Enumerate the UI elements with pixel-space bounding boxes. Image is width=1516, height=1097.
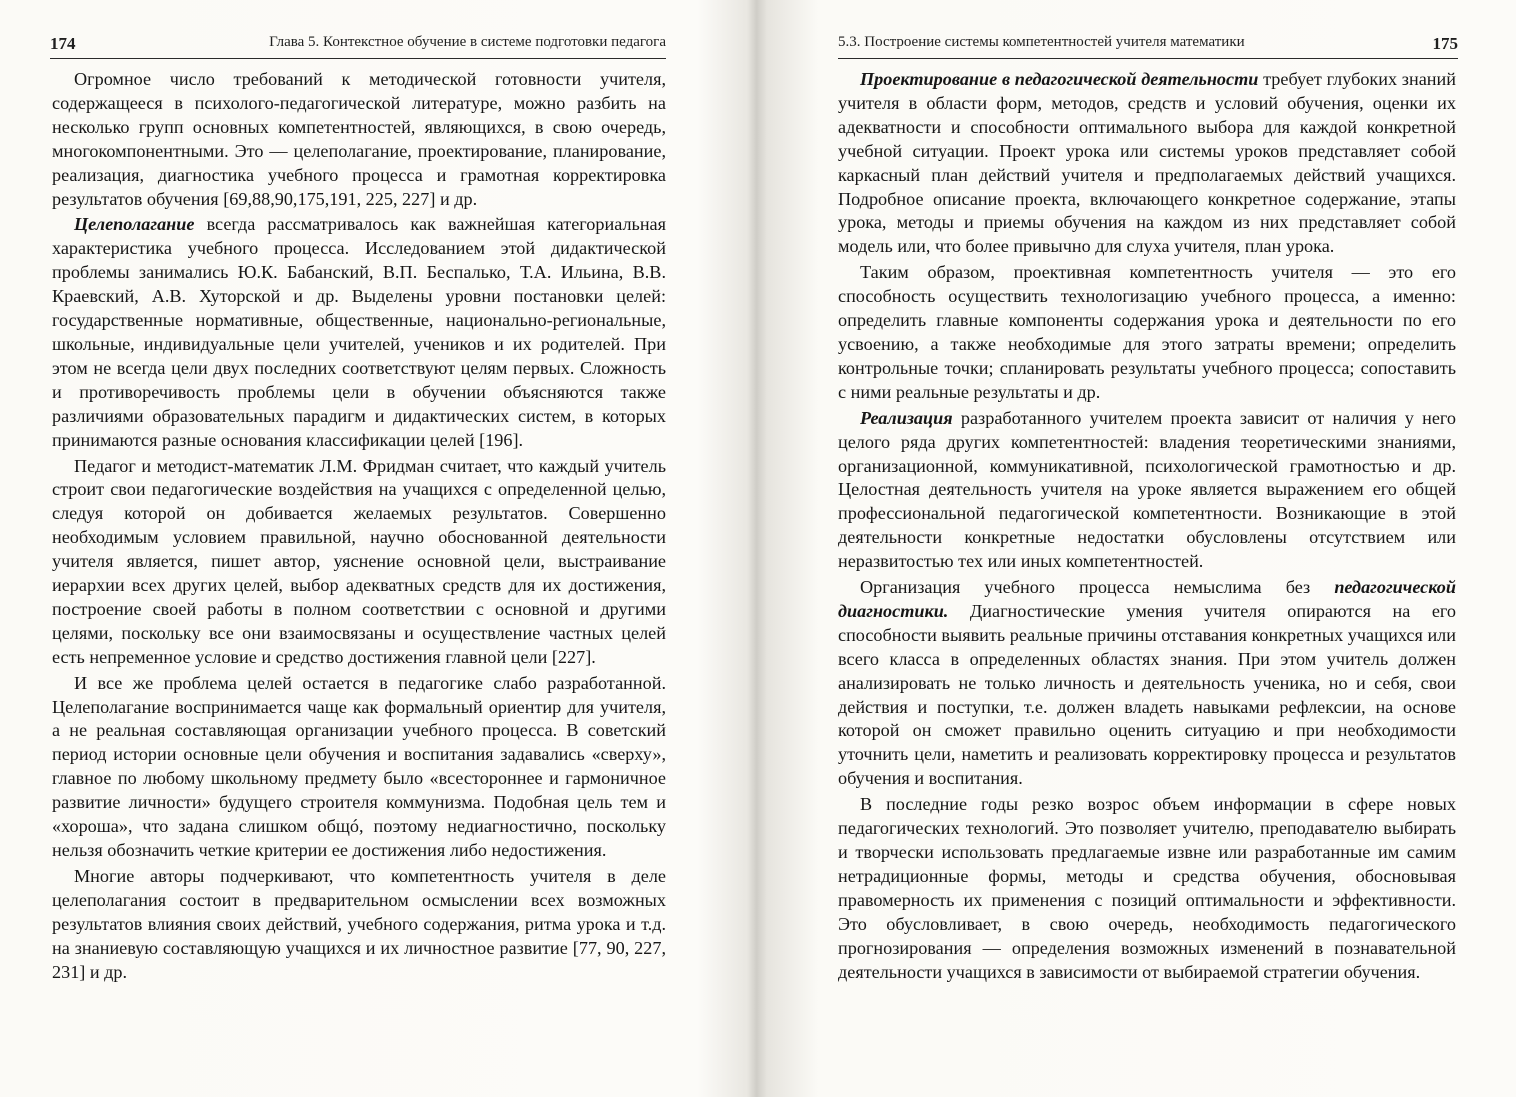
left-page-body (52, 68, 666, 986)
running-head: Глава 5. Контекстное обучение в системе подготовки педагога (269, 34, 666, 50)
paragraph: Реализация разработанного учителем проекта зависит от наличия у него целого ряда других компетентностей: владения теоретическими знаниями, организационной, коммуникативной, психологической грамотностью и др. Целостная деятельность учителя на уроке является выражением его общей профессиональной педагогической компетентности. Возникающие в этой деятельности конкретные недостатки обусловлены отсутствием или неразвитостью тех или иных компетентностей. (838, 407, 1456, 572)
right-page (758, 0, 1516, 1097)
paragraph: Проектирование в педагогической деятельности требует глубоких знаний учителя в области форм, методов, средств и условий обучения, оценки их адекватности и способности оптимального выбора для каждой конкретной учебной ситуации. Проект урока или системы уроков представляет собой каркасный план действий учителя и предполагаемых действий учащихся. Подробное описание проекта, включающего конкретное содержание, этапы урока, методы и приемы обучения на каждом из них представляет собой модель или, что более привычно для слуха учителя, план урока. (838, 69, 1456, 257)
header-rule (838, 58, 1458, 59)
page-number: 174 (50, 34, 76, 53)
paragraph: Многие авторы подчеркивают, что компетентность учителя в деле целеполагания состоит в предварительном осмыслении всех возможных результатов влияния своих действий, учебного содержания, ритма урока и т.д. на знаниевую составляющую учащихся и их личностное развитие [77, 90, 227, 231] и др. (52, 865, 666, 982)
paragraph: Педагог и методист-математик Л.М. Фридман считает, что каждый учитель строит свои педагогические воздействия на учащихся с определенной целью, следуя которой он добивается желаемых результатов. Совершенно необходимым условием правильной, научно обоснованной деятельности учителя является, пишет автор, уяснение основной цели, выстраивание иерархии всех других целей, выбор адекватных средств для их достижения, построение своей работы в полном соответствии с основной и другими целями, поскольку все они взаимосвязаны и осуществление частных целей есть непременное условие и средство достижения главной цели [227]. (52, 455, 666, 667)
running-head: 5.3. Построение системы компетентностей учителя математики (838, 34, 1245, 50)
emphasis-term: Целеполагание (74, 214, 195, 235)
paragraph: Целеполагание всегда рассматривалось как важнейшая категориальная характеристика учебного процесса. Исследованием этой дидактической проблемы занимались Ю.К. Бабанский, В.П. Беспалько, Т.А. Ильина, В.В. Краевский, А.В. Хуторской и др. Выделены уровни постановки целей: государственные нормативные, общественные, национально-региональные, школьные, индивидуальные цели учителей, учеников и их родителей. При этом не всегда цели двух последних соответствуют целям первых. Сложность и противоречивость проблемы цели в обучении объясняются также различиями образовательных парадигм и дидактических систем, в которых принимаются разные основания классификации целей [196]. (52, 214, 666, 450)
header-rule (50, 58, 666, 59)
emphasis-term: педагогической диагностики. (838, 577, 1456, 621)
right-page-body (838, 68, 1456, 986)
paragraph: И все же проблема целей остается в педагогике слабо разработанной. Целеполагание воспринимается чаще как формальный ориентир для учителя, а не реальная составляющая организации учебного процесса. В советский период истории основные цели обучения и воспитания задавались «сверху», главное по любому школьному предмету было «всестороннее и гармоничное развитие личности» будущего строителя коммунизма. Подобная цель тем и «хороша», что задана слишком общó, поэтому недиагностично, поскольку нельзя обозначить четкие критерии ее достижения либо недостижения. (52, 672, 666, 860)
emphasis-term: Проектирование в педагогической деятельности (860, 69, 1259, 89)
paragraph: Таким образом, проективная компетентность учителя — это его способность осуществить технологизацию учебного процесса, а именно: определить главные компоненты содержания урока и деятельности по его усвоению, а также необходимые для этого затраты времени; определить контрольные точки; спланировать результаты учебного процесса; сопоставить с ними реальные результаты и др. (838, 262, 1456, 402)
paragraph: Огромное число требований к методической готовности учителя, содержащееся в психолого-педагогической литературе, можно разбить на несколько групп основных компетентностей, являющихся, в свою очередь, многокомпонентными. Это — целеполагание, проектирование, планирование, реализация, диагностика учебного процесса и грамотная корректировка результатов обучения [69,88,90,175,191, 225, 227] и др. (52, 69, 666, 209)
paragraph: В последние годы резко возрос объем информации в сфере новых педагогических технологий. Это позволяет учителю, преподавателю выбирать и творчески использовать предлагаемые извне или разработанные им самим нетрадиционные формы, методы и средства обучения, обосновывая правомерность их применения с позиций оптимальности и эффективности. Это обусловливает, в свою очередь, необходимость педагогического прогнозирования — определения возможных изменений в познавательной деятельности учащихся в зависимости от выбираемой стратегии обучения. (838, 794, 1456, 982)
emphasis-term: Реализация (860, 407, 953, 428)
paragraph: Организация учебного процесса немыслима без педагогической диагностики. Диагностические умения учителя опираются на его способности выявить реальные причины отставания конкретных учащихся или всего класса в определенных областях знания. При этом учитель должен анализировать не только личность и деятельность ученика, но и себя, свои действия и поступки, т.е. должен владеть навыками рефлексии, на основе которой он сможет правильно оценить ситуацию и при необходимости уточнить цели, наметить и реализовать корректировку процесса и результатов обучения и воспитания. (838, 577, 1456, 789)
page-number: 175 (1432, 34, 1458, 53)
